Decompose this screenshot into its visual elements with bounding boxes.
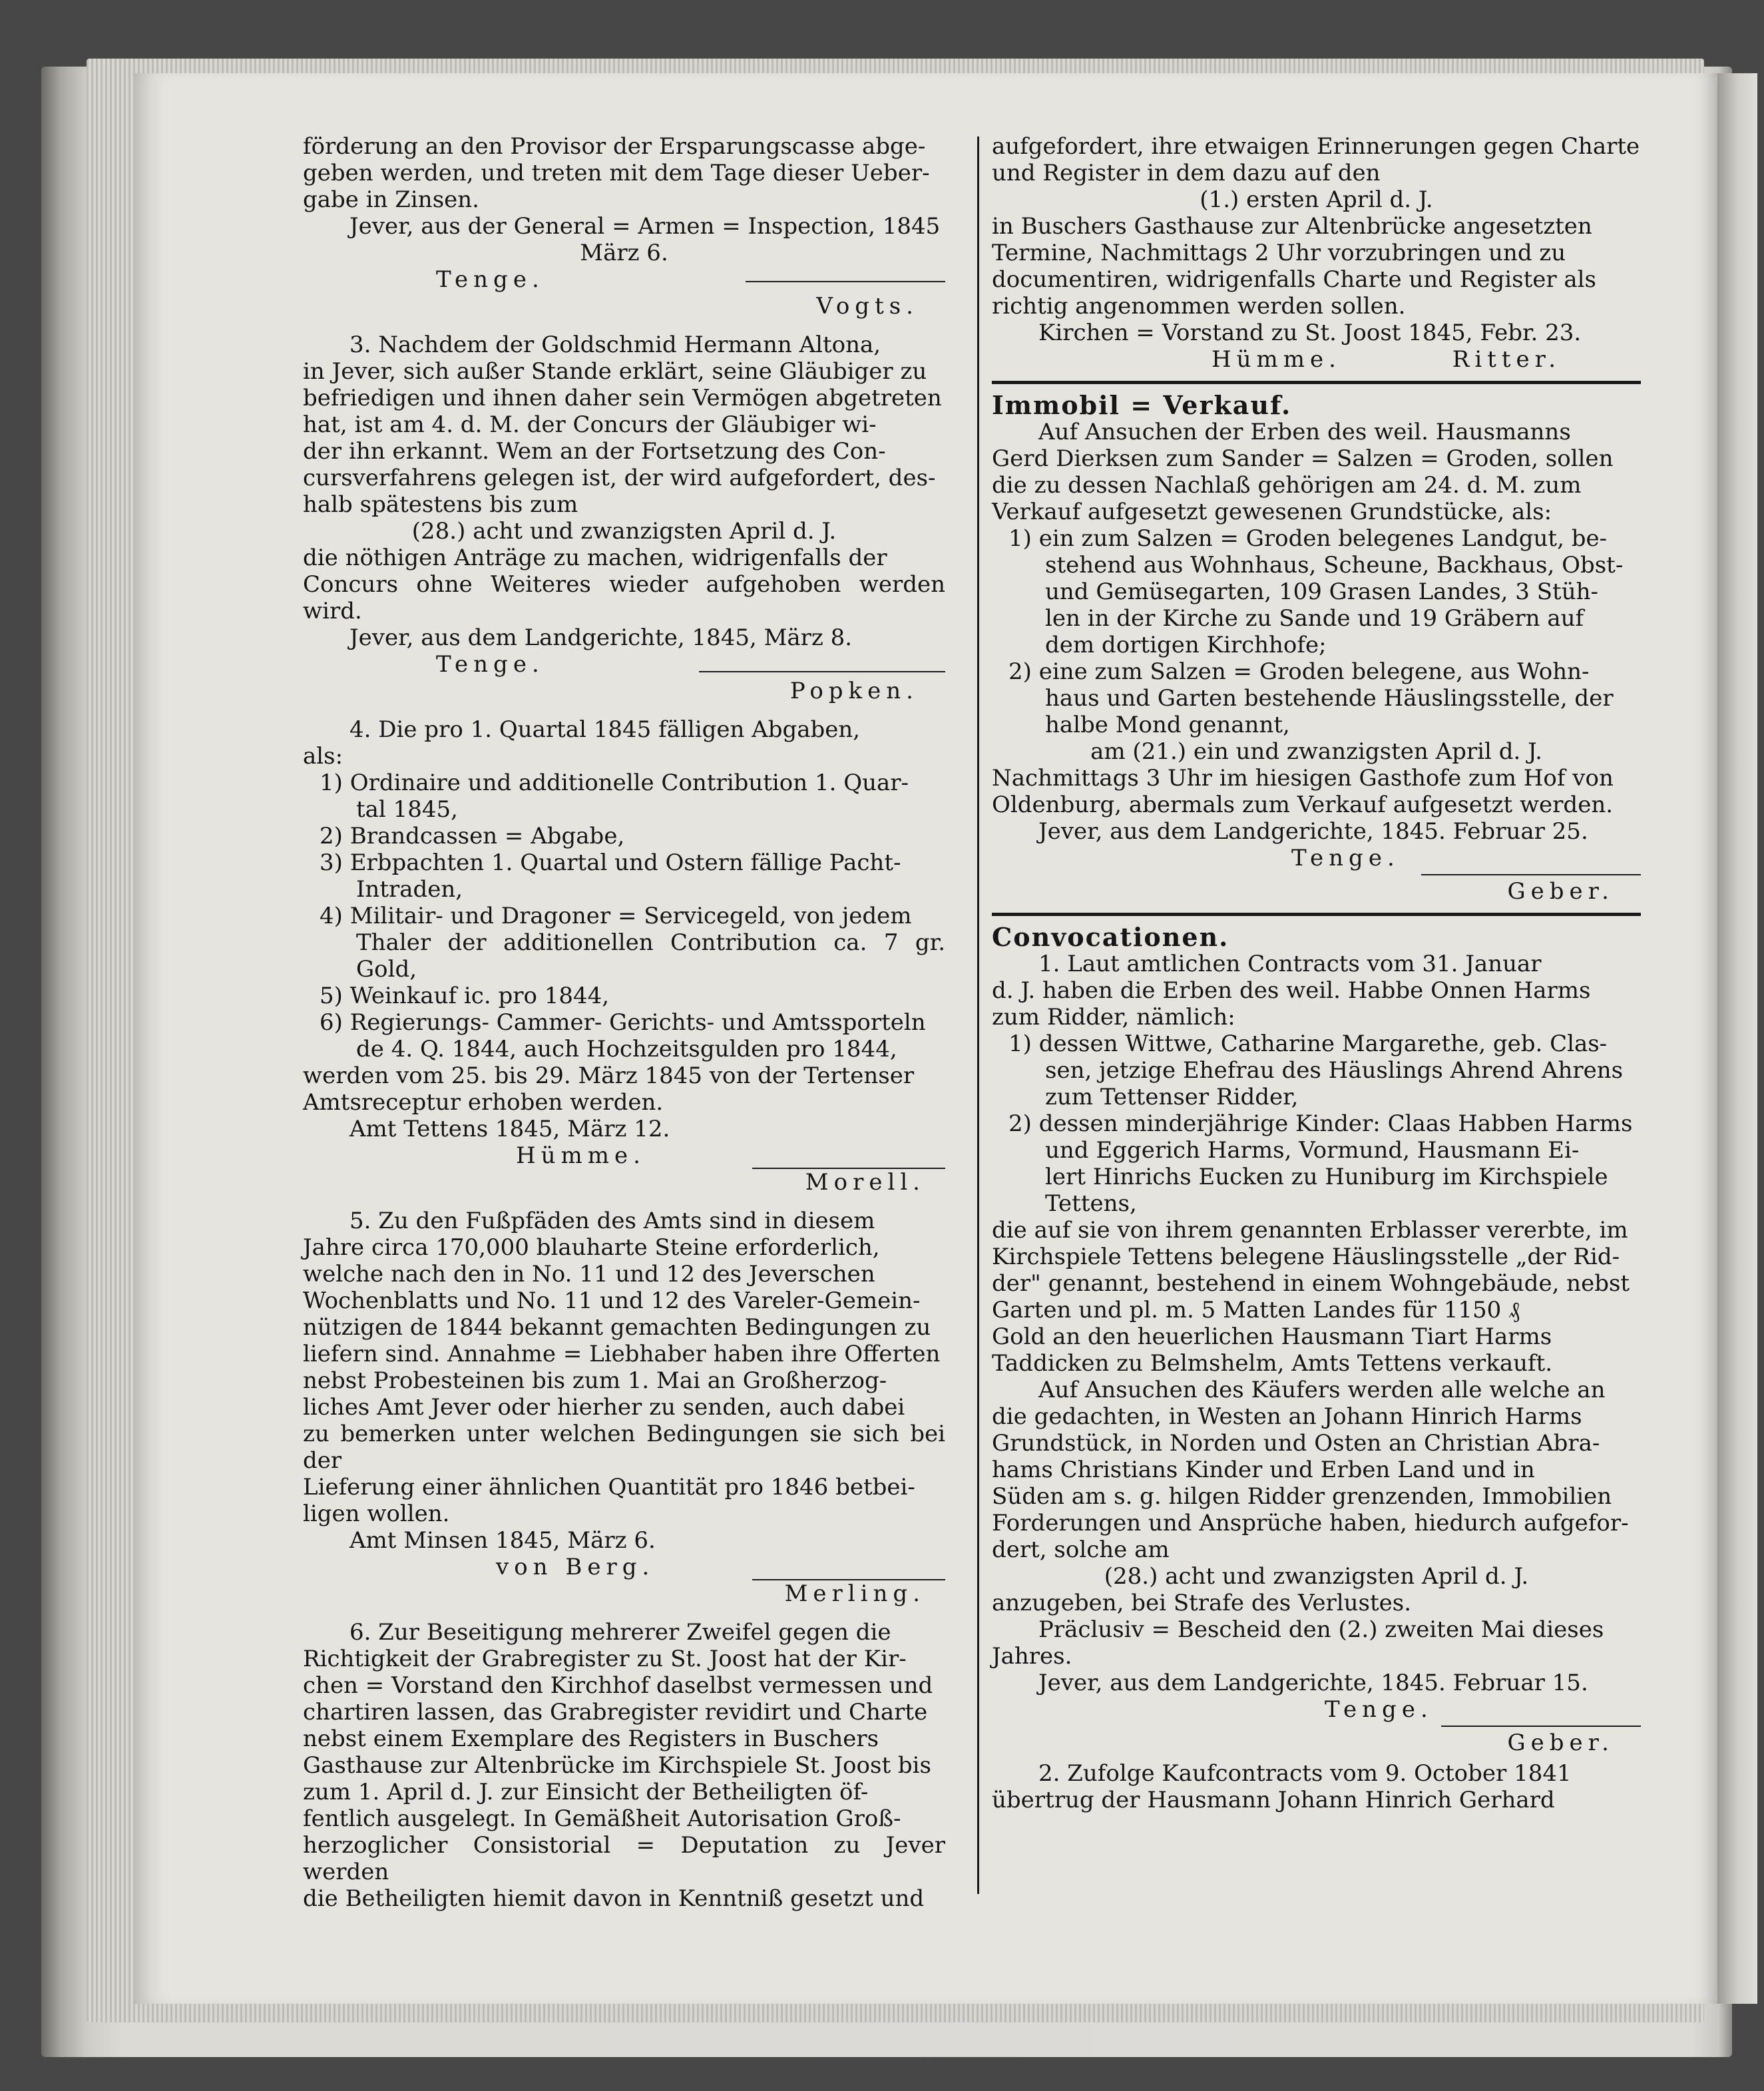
column-divider — [977, 136, 979, 1894]
left-column — [303, 133, 945, 1912]
section-rule — [992, 381, 1641, 384]
text-line: 2. Zufolge Kaufcontracts vom 9. October 1841 — [1038, 1760, 1572, 1787]
list-item-continued: Intraden, — [356, 876, 463, 903]
list-item-continued: zum Tettenser Ridder, — [1045, 1084, 1299, 1110]
list-item: 1) dessen Wittwe, Catharine Margarethe, geb. Clas- — [1008, 1031, 1608, 1057]
text-line: dert, solche am — [992, 1536, 1170, 1563]
section-rule — [992, 913, 1641, 916]
text-line: Forderungen und Ansprüche haben, hiedurch aufgefor- — [992, 1510, 1629, 1536]
notice-continuation — [992, 133, 1641, 373]
text-line: richtig angenommen werden sollen. — [992, 293, 1406, 320]
list-item-continued: Tettens, — [1045, 1190, 1137, 1217]
list-item-continued: tal 1845, — [356, 796, 458, 823]
section-heading: Immobil = Verkauf. — [992, 390, 1292, 420]
text-line: fentlich ausgelegt. In Gemäßheit Autorisation Groß- — [303, 1805, 901, 1832]
text-line: 3. Nachdem der Goldschmid Hermann Altona, — [349, 332, 881, 358]
spacer — [303, 1196, 945, 1208]
deadline-date: am (21.) ein und zwanzigsten April d. J. — [1090, 738, 1542, 765]
text-line: nützigen de 1844 bekannt gemachten Bedingungen zu — [303, 1314, 931, 1341]
text-line: Auf Ansuchen der Erben des weil. Hausmanns — [1038, 419, 1571, 445]
text-line: Gold an den heuerlichen Hausmann Tiart Harms — [992, 1323, 1552, 1350]
list-item: 6) Regierungs- Cammer- Gerichts- und Amtssporteln — [320, 1009, 926, 1036]
section-heading: Convocationen. — [992, 922, 1229, 952]
text-line: Taddicken zu Belmshelm, Amts Tettens verkauft. — [992, 1350, 1553, 1377]
right-column — [992, 133, 1641, 1813]
list-item-continued: und Gemüsegarten, 109 Grasen Landes, 3 Stüh- — [1045, 579, 1598, 605]
notice-place: Jever, aus dem Landgerichte, 1845, März 8. — [349, 624, 853, 651]
text-line: zum Ridder, nämlich: — [992, 1004, 1235, 1031]
list-item-continued: Thaler der additionellen Contribution ca. 7 gr. Gold, — [356, 929, 945, 983]
text-line: nebst Probesteinen bis zum 1. Mai an Großherzog- — [303, 1367, 887, 1394]
text-line: documentiren, widrigenfalls Charte und Register als — [992, 266, 1597, 293]
signature-right: Geber. — [1507, 878, 1614, 905]
notice-5 — [303, 1208, 945, 1607]
signature-rule — [699, 671, 945, 672]
text-line: in Jever, sich außer Stande erklärt, seine Gläubiger zu — [303, 358, 927, 385]
signature-rule — [746, 281, 945, 282]
signature-right: Morell. — [805, 1169, 925, 1196]
signature-row — [303, 266, 945, 293]
notice-place: Jever, aus der General = Armen = Inspection, 1845 — [349, 213, 941, 240]
text-line: ligen wollen. — [303, 1501, 450, 1527]
text-line: Jahre circa 170,000 blauharte Steine erforderlich, — [303, 1234, 880, 1261]
text-line: und Register in dem dazu auf den — [992, 160, 1381, 186]
text-line: nebst einem Exemplare des Registers in Buschers — [303, 1726, 879, 1752]
signature-right: Vogts. — [816, 293, 919, 320]
list-item-continued: dem dortigen Kirchhofe; — [1045, 632, 1327, 658]
convocationen-section — [992, 924, 1641, 1813]
list-item-continued: lert Hinrichs Eucken zu Huniburg im Kirchspiele — [1045, 1164, 1608, 1190]
text-line: herzoglicher Consistorial = Deputation zu Jever werden — [303, 1832, 945, 1885]
text-line: d. J. haben die Erben des weil. Habbe Onnen Harms — [992, 977, 1591, 1004]
signature-left: Tenge. — [436, 266, 545, 293]
notice-3 — [303, 332, 945, 704]
text-line: Concurs ohne Weiteres wieder aufgehoben werden wird. — [303, 571, 945, 624]
signature-left: Hümme. — [1212, 346, 1341, 373]
signature-left: Tenge. — [1291, 845, 1400, 871]
text-line: halb spätestens bis zum — [303, 491, 578, 518]
signature-row — [303, 1554, 945, 1580]
text-line: Lieferung einer ähnlichen Quantität pro 1846 betbei- — [303, 1474, 915, 1501]
signature-right: Geber. — [1507, 1730, 1614, 1756]
text-line: hat, ist am 4. d. M. der Concurs der Gläubiger wi- — [303, 411, 877, 438]
list-item: 1) ein zum Salzen = Groden belegenes Landgut, be- — [1008, 525, 1608, 552]
spacer — [303, 1607, 945, 1619]
text-line: befriedigen und ihnen daher sein Vermögen abgetreten — [303, 385, 942, 411]
list-item-continued: sen, jetzige Ehefrau des Häuslings Ahrend Ahrens — [1045, 1057, 1624, 1084]
signature-row — [303, 651, 945, 678]
text-line: Gasthause zur Altenbrücke im Kirchspiele St. Joost bis — [303, 1752, 931, 1779]
text-line: 1. Laut amtlichen Contracts vom 31. Januar — [1038, 951, 1542, 977]
text-line: Süden am s. g. hilgen Ridder grenzenden, Immobilien — [992, 1483, 1612, 1510]
notice-4 — [303, 716, 945, 1196]
signature-right: Merling. — [784, 1580, 925, 1607]
spacer — [303, 704, 945, 716]
list-item-continued: haus und Garten bestehende Häuslingsstelle, der — [1045, 685, 1614, 712]
text-line: zu bemerken unter welchen Bedingungen sie sich bei der — [303, 1421, 945, 1474]
signature-left: Hümme. — [516, 1142, 646, 1169]
text-line: die zu dessen Nachlaß gehörigen am 24. d. M. zum — [992, 472, 1582, 499]
deadline-date: (28.) acht und zwanzigsten April d. J. — [411, 518, 837, 545]
notice-place: Amt Minsen 1845, März 6. — [349, 1527, 656, 1554]
text-line: hams Christians Kinder und Erben Land und in — [992, 1457, 1535, 1483]
text-line: der ihn erkannt. Wem an der Fortsetzung des Con- — [303, 438, 886, 465]
signature-left: Tenge. — [436, 651, 545, 678]
text-line: 6. Zur Beseitigung mehrerer Zweifel gegen die — [349, 1619, 891, 1646]
text-line: werden vom 25. bis 29. März 1845 von der Tertenser — [303, 1062, 915, 1089]
notice-place: Amt Tettens 1845, März 12. — [349, 1116, 670, 1142]
text-line: liches Amt Jever oder hierher zu senden, auch dabei — [303, 1394, 905, 1421]
notice-6 — [303, 1619, 945, 1912]
text-line: Nachmittags 3 Uhr im hiesigen Gasthofe zum Hof von — [992, 765, 1614, 792]
list-item: 3) Erbpachten 1. Quartal und Ostern fällige Pacht- — [320, 849, 901, 876]
text-line: Verkauf aufgesetzt gewesenen Grundstücke, als: — [992, 499, 1552, 525]
text-line: cursverfahrens gelegen ist, der wird aufgefordert, des- — [303, 465, 936, 491]
text-line: Jahres. — [992, 1643, 1072, 1670]
text-line: gabe in Zinsen. — [303, 186, 479, 213]
signature-row — [303, 1142, 945, 1169]
list-item: 5) Weinkauf ic. pro 1844, — [320, 983, 610, 1009]
text-line: aufgefordert, ihre etwaigen Erinnerungen gegen Charte — [992, 133, 1640, 160]
text-line: Amtsreceptur erhoben werden. — [303, 1089, 664, 1116]
signature-rule — [1441, 1726, 1641, 1727]
text-line: Wochenblatts und No. 11 und 12 des Vareler-Gemein- — [303, 1287, 921, 1314]
signature-row — [992, 346, 1641, 373]
text-line: Garten und pl. m. 5 Matten Landes für 1150 ₰ — [992, 1297, 1520, 1323]
list-item: 4) Militair- und Dragoner = Servicegeld, von jedem — [320, 903, 912, 929]
signature-left: Tenge. — [1325, 1696, 1433, 1723]
text-line: liefern sind. Annahme = Liebhaber haben ihre Offerten — [303, 1341, 941, 1367]
list-item-continued: stehend aus Wohnhaus, Scheune, Backhaus, Obst- — [1045, 552, 1624, 579]
list-item-continued: len in der Kirche zu Sande und 19 Gräbern auf — [1045, 605, 1584, 632]
signature-rule — [1421, 874, 1641, 875]
text-line: Grundstück, in Norden und Osten an Christian Abra- — [992, 1430, 1600, 1457]
immobil-verkauf-section — [992, 392, 1641, 905]
list-item: 1) Ordinaire und additionelle Contribution 1. Quar- — [320, 770, 909, 796]
list-item: 2) eine zum Salzen = Groden belegene, aus Wohn- — [1008, 658, 1590, 685]
text-line: geben werden, und treten mit dem Tage dieser Ueber- — [303, 160, 930, 186]
notice-place: Jever, aus dem Landgerichte, 1845. Februar 25. — [1038, 818, 1588, 845]
list-item-continued: halbe Mond genannt, — [1045, 712, 1290, 738]
text-line: chen = Vorstand den Kirchhof daselbst vermessen und — [303, 1672, 933, 1699]
notice-place: Jever, aus dem Landgerichte, 1845. Februar 15. — [1038, 1670, 1588, 1696]
text-line: übertrug der Hausmann Johann Hinrich Gerhard — [992, 1787, 1555, 1813]
notice-continuation — [303, 133, 945, 320]
text-line: anzugeben, bei Strafe des Verlustes. — [992, 1590, 1412, 1616]
text-line: förderung an den Provisor der Ersparungscasse abge- — [303, 133, 926, 160]
text-line: die nöthigen Anträge zu machen, widrigenfalls der — [303, 545, 887, 571]
list-item-continued: und Eggerich Harms, Vormund, Hausmann Ei- — [1045, 1137, 1580, 1164]
list-item: 2) dessen minderjährige Kinder: Claas Habben Harms — [1008, 1110, 1633, 1137]
deadline-date: (28.) acht und zwanzigsten April d. J. — [1104, 1563, 1529, 1590]
notice-place: Kirchen = Vorstand zu St. Joost 1845, Febr. 23. — [1038, 320, 1582, 346]
notice-date: März 6. — [580, 240, 668, 266]
text-line: als: — [303, 743, 343, 770]
signature-right: Ritter. — [1452, 346, 1561, 373]
text-line: der" genannt, bestehend in einem Wohngebäude, nebst — [992, 1270, 1630, 1297]
text-line: Termine, Nachmittags 2 Uhr vorzubringen und zu — [992, 240, 1566, 266]
page-curl — [1717, 73, 1757, 2004]
text-line: in Buschers Gasthause zur Altenbrücke angesetzten — [992, 213, 1592, 240]
text-line: Auf Ansuchen des Käufers werden alle welche an — [1038, 1377, 1606, 1403]
deadline-date: (1.) ersten April d. J. — [1200, 186, 1433, 213]
text-line: zum 1. April d. J. zur Einsicht der Betheiligten öf- — [303, 1779, 869, 1805]
text-line: Oldenburg, abermals zum Verkauf aufgesetzt werden. — [992, 792, 1614, 818]
text-line: Präclusiv = Bescheid den (2.) zweiten Mai dieses — [1038, 1616, 1604, 1643]
text-line: 5. Zu den Fußpfäden des Amts sind in diesem — [349, 1208, 875, 1234]
text-line: Kirchspiele Tettens belegene Häuslingsstelle „der Rid- — [992, 1244, 1620, 1270]
text-line: welche nach den in No. 11 und 12 des Jeverschen — [303, 1261, 875, 1287]
spacer — [303, 320, 945, 332]
text-line: Gerd Dierksen zum Sander = Salzen = Groden, sollen — [992, 445, 1614, 472]
text-line: die Betheiligten hiemit davon in Kenntniß gesetzt und — [303, 1885, 925, 1912]
signature-left: von Berg. — [496, 1554, 655, 1580]
text-line: Richtigkeit der Grabregister zu St. Joost hat der Kir- — [303, 1646, 907, 1672]
text-line: chartiren lassen, das Grabregister revidirt und Charte — [303, 1699, 928, 1726]
text-line: 4. Die pro 1. Quartal 1845 fälligen Abgaben, — [349, 716, 861, 743]
list-item: 2) Brandcassen = Abgabe, — [320, 823, 625, 849]
text-line: die gedachten, in Westen an Johann Hinrich Harms — [992, 1403, 1582, 1430]
list-item-continued: de 4. Q. 1844, auch Hochzeitsgulden pro 1844, — [356, 1036, 897, 1062]
signature-right: Popken. — [789, 678, 919, 704]
text-line: die auf sie von ihrem genannten Erblasser vererbte, im — [992, 1217, 1628, 1244]
